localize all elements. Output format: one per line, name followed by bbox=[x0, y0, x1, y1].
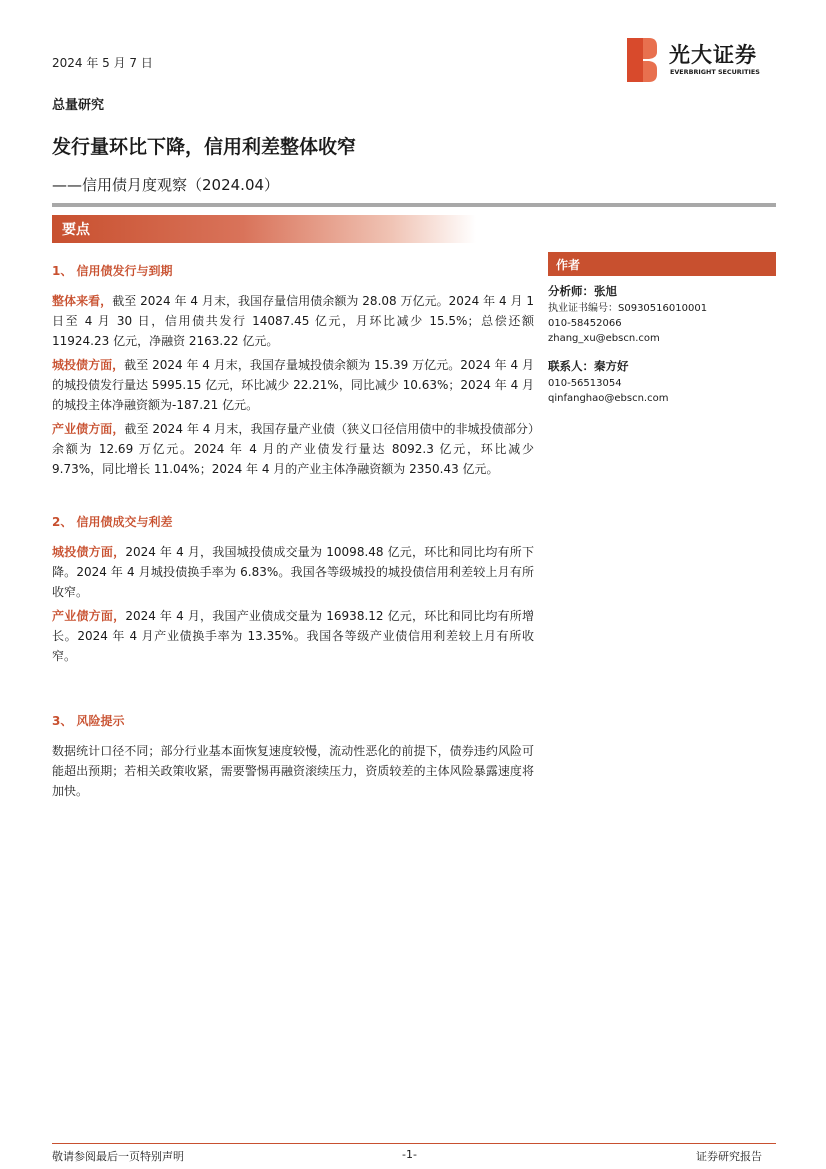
keypoints-label: 要点 bbox=[62, 222, 90, 238]
analyst-block bbox=[548, 284, 776, 346]
section-trading bbox=[52, 513, 534, 666]
report-title: 发行量环比下降，信用利差整体收窄 bbox=[52, 136, 357, 158]
contact-phone: 010-56513054 bbox=[548, 378, 622, 389]
footer-report-type: 证券研究报告 bbox=[696, 1150, 762, 1163]
paragraph bbox=[52, 355, 534, 415]
header-divider bbox=[52, 203, 776, 207]
main-content bbox=[52, 262, 534, 805]
analyst-phone: 010-58452066 bbox=[548, 318, 622, 329]
paragraph bbox=[52, 542, 534, 602]
section-risk bbox=[52, 712, 534, 801]
everbright-logo-icon bbox=[627, 38, 657, 82]
logo-english-name: EVERBRIGHT SECURITIES bbox=[670, 68, 760, 76]
paragraph bbox=[52, 606, 534, 666]
section-heading: 1、 信用债发行与到期 bbox=[52, 264, 173, 278]
paragraph-text: 截至 2024 年 4 月末，我国存量信用债余额为 28.08 万亿元。2024 年 4 月 1 日至 4 月 30 日，信用债共发行 14087.45 亿元，月环比减少 15.5%；总偿还额 11924.23 亿元，净融资 2163.22 亿元。 bbox=[52, 294, 534, 348]
analyst-license: 执业证书编号：S0930516010001 bbox=[548, 303, 708, 314]
section-heading: 3、 风险提示 bbox=[52, 714, 125, 728]
paragraph-text: 2024 年 4 月，我国产业债成交量为 16938.12 亿元，环比和同比均有所增长。2024 年 4 月产业债换手率为 13.35%。我国各等级产业债信用利差较上月有所收窄。 bbox=[52, 609, 534, 663]
analyst-email[interactable]: zhang_xu@ebscn.com bbox=[548, 333, 660, 344]
logo-chinese-name: 光大证券 bbox=[669, 43, 757, 67]
section-spacer bbox=[52, 670, 534, 712]
analyst-name: 分析师：张旭 bbox=[548, 284, 617, 298]
paragraph-lead: 产业债方面， bbox=[52, 609, 126, 623]
paragraph-text: 截至 2024 年 4 月末，我国存量城投债余额为 15.39 万亿元。2024 年 4 月的城投债发行量达 5995.15 亿元，环比减少 22.21%，同比减少 10.63%；2024 年 4 月的城投主体净融资额为-187.21 亿元。 bbox=[52, 358, 535, 412]
section-heading: 2、 信用债成交与利差 bbox=[52, 515, 173, 529]
contact-email[interactable]: qinfanghao@ebscn.com bbox=[548, 393, 669, 404]
author-bar bbox=[548, 252, 776, 276]
report-subtitle: ——信用债月度观察（2024.04） bbox=[52, 176, 280, 194]
footer-divider bbox=[52, 1143, 776, 1144]
paragraph-text: 截至 2024 年 4 月末，我国存量产业债（狭义口径信用债中的非城投债部分）余额为 12.69 万亿元。2024 年 4 月的产业债发行量达 8092.3 亿元，环比减少 9.73%，同比增长 11.04%；2024 年 4 月的产业主体净融资额为 2350.43 亿元。 bbox=[52, 422, 534, 476]
footer-disclaimer: 敬请参阅最后一页特别声明 bbox=[52, 1150, 184, 1163]
paragraph-text: 2024 年 4 月，我国城投债成交量为 10098.48 亿元，环比和同比均有所下降。2024 年 4 月城投债换手率为 6.83%。我国各等级城投的城投债信用利差较上月有所收窄。 bbox=[52, 545, 534, 599]
company-logo bbox=[627, 38, 777, 82]
author-bar-label: 作者 bbox=[556, 258, 581, 272]
paragraph-text: 数据统计口径不同；部分行业基本面恢复速度较慢，流动性恶化的前提下，债券违约风险可能超出预期；若相关政策收紧，需要警惕再融资滚续压力，资质较差的主体风险暴露速度将加快。 bbox=[52, 744, 534, 798]
contact-block bbox=[548, 359, 776, 406]
paragraph-lead: 整体来看， bbox=[52, 294, 113, 308]
report-date: 2024 年 5 月 7 日 bbox=[52, 56, 153, 70]
paragraph-lead: 城投债方面， bbox=[52, 545, 126, 559]
section-issuance bbox=[52, 262, 534, 479]
paragraph bbox=[52, 291, 534, 351]
section-spacer bbox=[52, 483, 534, 513]
paragraph-lead: 产业债方面， bbox=[52, 422, 125, 436]
paragraph bbox=[52, 741, 534, 801]
contact-name: 联系人：秦方好 bbox=[548, 359, 629, 373]
paragraph-lead: 城投债方面， bbox=[52, 358, 125, 372]
page-number: -1- bbox=[402, 1148, 417, 1161]
paragraph bbox=[52, 419, 534, 479]
report-category: 总量研究 bbox=[52, 98, 105, 113]
keypoints-banner bbox=[52, 215, 476, 243]
